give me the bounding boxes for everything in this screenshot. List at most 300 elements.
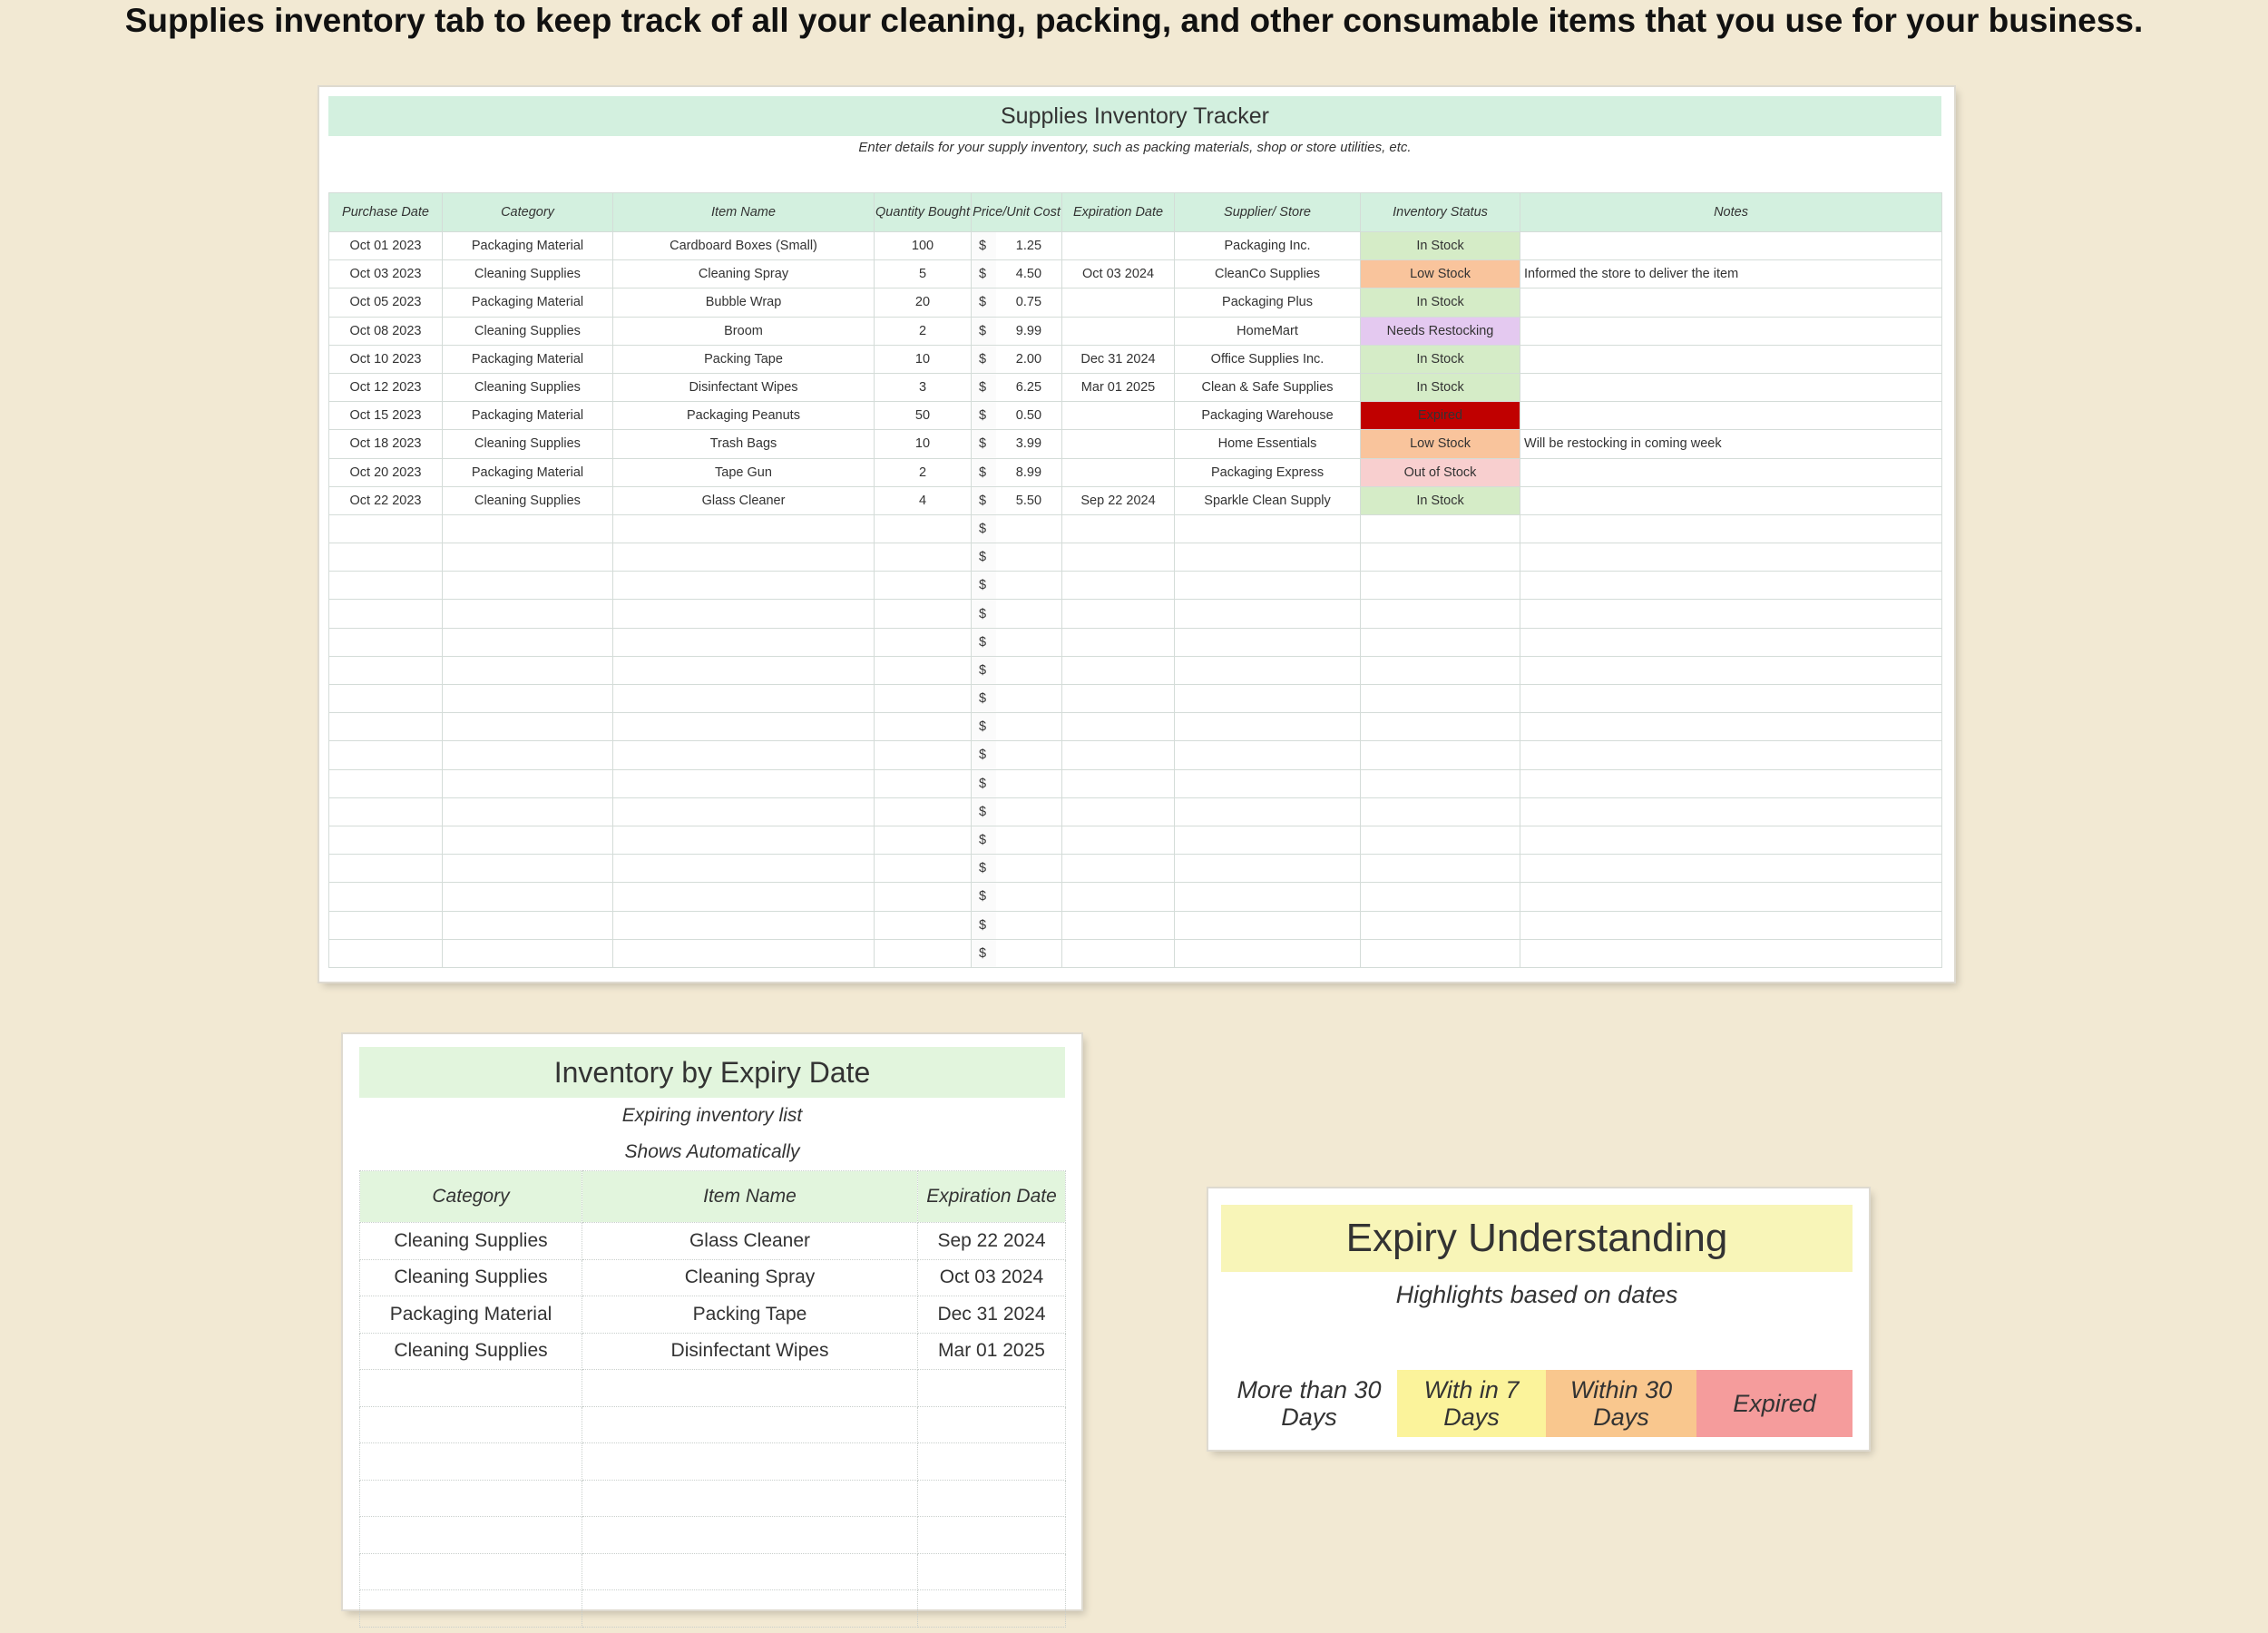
inventory-status-cell[interactable]: In Stock xyxy=(1361,232,1520,260)
empty-cell[interactable] xyxy=(329,855,443,883)
empty-cell[interactable] xyxy=(329,911,443,939)
empty-cell[interactable] xyxy=(1175,600,1361,628)
item-name-cell[interactable]: Cardboard Boxes (Small) xyxy=(613,232,875,260)
empty-cell[interactable] xyxy=(996,685,1062,713)
empty-cell[interactable] xyxy=(613,600,875,628)
purchase-date-cell[interactable]: Oct 01 2023 xyxy=(329,232,443,260)
currency-cell[interactable]: $ xyxy=(972,600,996,628)
empty-cell[interactable] xyxy=(1062,514,1175,543)
empty-cell[interactable] xyxy=(582,1406,918,1443)
header-expiration-date[interactable]: Expiration Date xyxy=(1062,193,1175,232)
supplier-cell[interactable]: Packaging Warehouse xyxy=(1175,402,1361,430)
empty-cell[interactable] xyxy=(918,1590,1066,1628)
category-cell[interactable]: Packaging Material xyxy=(443,345,613,373)
expiry-category-cell[interactable]: Cleaning Supplies xyxy=(360,1223,582,1260)
empty-cell[interactable] xyxy=(1520,769,1942,797)
price-cell[interactable]: 8.99 xyxy=(996,458,1062,486)
expiration-date-cell[interactable] xyxy=(1062,402,1175,430)
inventory-status-cell[interactable]: In Stock xyxy=(1361,345,1520,373)
empty-cell[interactable] xyxy=(443,713,613,741)
empty-cell[interactable] xyxy=(1520,939,1942,967)
empty-cell[interactable] xyxy=(582,1553,918,1590)
notes-cell[interactable] xyxy=(1520,345,1942,373)
empty-cell[interactable] xyxy=(1520,911,1942,939)
empty-cell[interactable] xyxy=(996,600,1062,628)
purchase-date-cell[interactable]: Oct 20 2023 xyxy=(329,458,443,486)
supplier-cell[interactable]: Packaging Inc. xyxy=(1175,232,1361,260)
empty-cell[interactable] xyxy=(443,656,613,684)
price-cell[interactable]: 0.75 xyxy=(996,288,1062,317)
purchase-date-cell[interactable]: Oct 22 2023 xyxy=(329,486,443,514)
empty-cell[interactable] xyxy=(1520,514,1942,543)
quantity-cell[interactable]: 3 xyxy=(875,373,972,401)
currency-cell[interactable]: $ xyxy=(972,826,996,854)
notes-cell[interactable]: Informed the store to deliver the item xyxy=(1520,260,1942,288)
empty-cell[interactable] xyxy=(329,826,443,854)
empty-cell[interactable] xyxy=(443,855,613,883)
price-cell[interactable]: 4.50 xyxy=(996,260,1062,288)
supplier-cell[interactable]: HomeMart xyxy=(1175,317,1361,345)
inventory-status-cell[interactable]: In Stock xyxy=(1361,373,1520,401)
empty-cell[interactable] xyxy=(613,741,875,769)
empty-cell[interactable] xyxy=(1361,628,1520,656)
empty-cell[interactable] xyxy=(443,911,613,939)
empty-cell[interactable] xyxy=(443,600,613,628)
empty-cell[interactable] xyxy=(443,797,613,826)
empty-cell[interactable] xyxy=(1520,628,1942,656)
expiry-category-cell[interactable]: Cleaning Supplies xyxy=(360,1259,582,1296)
supplier-cell[interactable]: Sparkle Clean Supply xyxy=(1175,486,1361,514)
empty-cell[interactable] xyxy=(1361,883,1520,911)
purchase-date-cell[interactable]: Oct 12 2023 xyxy=(329,373,443,401)
empty-cell[interactable] xyxy=(996,628,1062,656)
header-inventory-status[interactable]: Inventory Status xyxy=(1361,193,1520,232)
empty-cell[interactable] xyxy=(1062,826,1175,854)
empty-cell[interactable] xyxy=(329,514,443,543)
empty-cell[interactable] xyxy=(1175,685,1361,713)
expiration-date-cell[interactable]: Sep 22 2024 xyxy=(1062,486,1175,514)
header-quantity[interactable]: Quantity Bought xyxy=(875,193,972,232)
expiry-item-name-cell[interactable]: Glass Cleaner xyxy=(582,1223,918,1260)
currency-cell[interactable]: $ xyxy=(972,741,996,769)
currency-cell[interactable]: $ xyxy=(972,713,996,741)
empty-cell[interactable] xyxy=(996,855,1062,883)
empty-cell[interactable] xyxy=(996,543,1062,572)
empty-cell[interactable] xyxy=(613,939,875,967)
empty-cell[interactable] xyxy=(1175,656,1361,684)
empty-cell[interactable] xyxy=(613,572,875,600)
empty-cell[interactable] xyxy=(1520,685,1942,713)
empty-cell[interactable] xyxy=(1520,855,1942,883)
empty-cell[interactable] xyxy=(1361,826,1520,854)
empty-cell[interactable] xyxy=(1062,628,1175,656)
header-notes[interactable]: Notes xyxy=(1520,193,1942,232)
empty-cell[interactable] xyxy=(996,741,1062,769)
notes-cell[interactable] xyxy=(1520,288,1942,317)
inventory-status-cell[interactable]: In Stock xyxy=(1361,486,1520,514)
empty-cell[interactable] xyxy=(443,543,613,572)
empty-cell[interactable] xyxy=(443,939,613,967)
expiration-date-cell[interactable] xyxy=(1062,232,1175,260)
notes-cell[interactable] xyxy=(1520,373,1942,401)
expiration-date-cell[interactable]: Oct 03 2024 xyxy=(1062,260,1175,288)
notes-cell[interactable] xyxy=(1520,458,1942,486)
empty-cell[interactable] xyxy=(443,572,613,600)
header-purchase-date[interactable]: Purchase Date xyxy=(329,193,443,232)
empty-cell[interactable] xyxy=(918,1370,1066,1407)
category-cell[interactable]: Cleaning Supplies xyxy=(443,486,613,514)
empty-cell[interactable] xyxy=(613,797,875,826)
empty-cell[interactable] xyxy=(1175,855,1361,883)
empty-cell[interactable] xyxy=(360,1480,582,1517)
empty-cell[interactable] xyxy=(613,543,875,572)
empty-cell[interactable] xyxy=(1062,600,1175,628)
empty-cell[interactable] xyxy=(329,685,443,713)
currency-cell[interactable]: $ xyxy=(972,939,996,967)
empty-cell[interactable] xyxy=(918,1480,1066,1517)
purchase-date-cell[interactable]: Oct 18 2023 xyxy=(329,430,443,458)
empty-cell[interactable] xyxy=(582,1443,918,1481)
item-name-cell[interactable]: Broom xyxy=(613,317,875,345)
empty-cell[interactable] xyxy=(875,826,972,854)
empty-cell[interactable] xyxy=(875,685,972,713)
empty-cell[interactable] xyxy=(1361,514,1520,543)
purchase-date-cell[interactable]: Oct 10 2023 xyxy=(329,345,443,373)
empty-cell[interactable] xyxy=(613,713,875,741)
notes-cell[interactable] xyxy=(1520,402,1942,430)
empty-cell[interactable] xyxy=(329,543,443,572)
quantity-cell[interactable]: 10 xyxy=(875,430,972,458)
currency-cell[interactable]: $ xyxy=(972,486,996,514)
empty-cell[interactable] xyxy=(996,883,1062,911)
empty-cell[interactable] xyxy=(1361,769,1520,797)
inventory-status-cell[interactable]: Low Stock xyxy=(1361,260,1520,288)
currency-cell[interactable]: $ xyxy=(972,572,996,600)
currency-cell[interactable]: $ xyxy=(972,317,996,345)
quantity-cell[interactable]: 4 xyxy=(875,486,972,514)
supplier-cell[interactable]: Packaging Plus xyxy=(1175,288,1361,317)
empty-cell[interactable] xyxy=(360,1406,582,1443)
currency-cell[interactable]: $ xyxy=(972,656,996,684)
empty-cell[interactable] xyxy=(613,628,875,656)
empty-cell[interactable] xyxy=(1361,797,1520,826)
empty-cell[interactable] xyxy=(996,797,1062,826)
empty-cell[interactable] xyxy=(1520,826,1942,854)
empty-cell[interactable] xyxy=(329,939,443,967)
header-price[interactable]: Price/Unit Cost xyxy=(972,193,1062,232)
currency-cell[interactable]: $ xyxy=(972,883,996,911)
empty-cell[interactable] xyxy=(1062,741,1175,769)
expiry-header-expiration[interactable]: Expiration Date xyxy=(918,1171,1066,1223)
empty-cell[interactable] xyxy=(360,1443,582,1481)
empty-cell[interactable] xyxy=(582,1480,918,1517)
empty-cell[interactable] xyxy=(1520,741,1942,769)
empty-cell[interactable] xyxy=(329,883,443,911)
empty-cell[interactable] xyxy=(875,572,972,600)
empty-cell[interactable] xyxy=(613,826,875,854)
currency-cell[interactable]: $ xyxy=(972,402,996,430)
currency-cell[interactable]: $ xyxy=(972,911,996,939)
empty-cell[interactable] xyxy=(1361,600,1520,628)
empty-cell[interactable] xyxy=(613,911,875,939)
empty-cell[interactable] xyxy=(875,855,972,883)
empty-cell[interactable] xyxy=(1361,572,1520,600)
purchase-date-cell[interactable]: Oct 03 2023 xyxy=(329,260,443,288)
empty-cell[interactable] xyxy=(996,514,1062,543)
expiration-date-cell[interactable]: Mar 01 2025 xyxy=(1062,373,1175,401)
empty-cell[interactable] xyxy=(613,685,875,713)
empty-cell[interactable] xyxy=(360,1370,582,1407)
empty-cell[interactable] xyxy=(1361,855,1520,883)
empty-cell[interactable] xyxy=(1361,741,1520,769)
inventory-status-cell[interactable]: Low Stock xyxy=(1361,430,1520,458)
empty-cell[interactable] xyxy=(1062,713,1175,741)
inventory-status-cell[interactable]: In Stock xyxy=(1361,288,1520,317)
quantity-cell[interactable]: 2 xyxy=(875,317,972,345)
empty-cell[interactable] xyxy=(1175,883,1361,911)
empty-cell[interactable] xyxy=(918,1443,1066,1481)
header-category[interactable]: Category xyxy=(443,193,613,232)
currency-cell[interactable]: $ xyxy=(972,458,996,486)
empty-cell[interactable] xyxy=(1175,911,1361,939)
currency-cell[interactable]: $ xyxy=(972,685,996,713)
empty-cell[interactable] xyxy=(360,1553,582,1590)
purchase-date-cell[interactable]: Oct 15 2023 xyxy=(329,402,443,430)
quantity-cell[interactable]: 20 xyxy=(875,288,972,317)
price-cell[interactable]: 5.50 xyxy=(996,486,1062,514)
empty-cell[interactable] xyxy=(613,514,875,543)
price-cell[interactable]: 2.00 xyxy=(996,345,1062,373)
expiry-item-name-cell[interactable]: Disinfectant Wipes xyxy=(582,1333,918,1370)
currency-cell[interactable]: $ xyxy=(972,543,996,572)
currency-cell[interactable]: $ xyxy=(972,430,996,458)
empty-cell[interactable] xyxy=(1062,656,1175,684)
empty-cell[interactable] xyxy=(329,713,443,741)
empty-cell[interactable] xyxy=(1175,769,1361,797)
notes-cell[interactable] xyxy=(1520,317,1942,345)
empty-cell[interactable] xyxy=(875,600,972,628)
inventory-status-cell[interactable]: Expired xyxy=(1361,402,1520,430)
quantity-cell[interactable]: 50 xyxy=(875,402,972,430)
empty-cell[interactable] xyxy=(329,769,443,797)
inventory-status-cell[interactable]: Needs Restocking xyxy=(1361,317,1520,345)
price-cell[interactable]: 6.25 xyxy=(996,373,1062,401)
empty-cell[interactable] xyxy=(582,1370,918,1407)
category-cell[interactable]: Cleaning Supplies xyxy=(443,430,613,458)
item-name-cell[interactable]: Bubble Wrap xyxy=(613,288,875,317)
price-cell[interactable]: 0.50 xyxy=(996,402,1062,430)
empty-cell[interactable] xyxy=(1520,713,1942,741)
category-cell[interactable]: Cleaning Supplies xyxy=(443,260,613,288)
currency-cell[interactable]: $ xyxy=(972,769,996,797)
empty-cell[interactable] xyxy=(360,1517,582,1554)
empty-cell[interactable] xyxy=(1361,713,1520,741)
expiration-date-cell[interactable]: Dec 31 2024 xyxy=(1062,345,1175,373)
empty-cell[interactable] xyxy=(1062,769,1175,797)
empty-cell[interactable] xyxy=(443,514,613,543)
notes-cell[interactable] xyxy=(1520,232,1942,260)
category-cell[interactable]: Packaging Material xyxy=(443,232,613,260)
notes-cell[interactable] xyxy=(1520,486,1942,514)
empty-cell[interactable] xyxy=(1361,685,1520,713)
quantity-cell[interactable]: 2 xyxy=(875,458,972,486)
empty-cell[interactable] xyxy=(1175,939,1361,967)
item-name-cell[interactable]: Cleaning Spray xyxy=(613,260,875,288)
empty-cell[interactable] xyxy=(613,883,875,911)
currency-cell[interactable]: $ xyxy=(972,232,996,260)
currency-cell[interactable]: $ xyxy=(972,855,996,883)
empty-cell[interactable] xyxy=(875,628,972,656)
empty-cell[interactable] xyxy=(918,1406,1066,1443)
supplier-cell[interactable]: Packaging Express xyxy=(1175,458,1361,486)
empty-cell[interactable] xyxy=(1361,939,1520,967)
empty-cell[interactable] xyxy=(613,769,875,797)
empty-cell[interactable] xyxy=(329,572,443,600)
empty-cell[interactable] xyxy=(1361,543,1520,572)
empty-cell[interactable] xyxy=(329,656,443,684)
quantity-cell[interactable]: 100 xyxy=(875,232,972,260)
currency-cell[interactable]: $ xyxy=(972,514,996,543)
empty-cell[interactable] xyxy=(996,713,1062,741)
supplier-cell[interactable]: Office Supplies Inc. xyxy=(1175,345,1361,373)
empty-cell[interactable] xyxy=(1361,911,1520,939)
empty-cell[interactable] xyxy=(329,628,443,656)
empty-cell[interactable] xyxy=(875,741,972,769)
empty-cell[interactable] xyxy=(1361,656,1520,684)
supplier-cell[interactable]: Home Essentials xyxy=(1175,430,1361,458)
category-cell[interactable]: Packaging Material xyxy=(443,288,613,317)
expiry-item-name-cell[interactable]: Cleaning Spray xyxy=(582,1259,918,1296)
notes-cell[interactable]: Will be restocking in coming week xyxy=(1520,430,1942,458)
currency-cell[interactable]: $ xyxy=(972,373,996,401)
item-name-cell[interactable]: Trash Bags xyxy=(613,430,875,458)
purchase-date-cell[interactable]: Oct 08 2023 xyxy=(329,317,443,345)
empty-cell[interactable] xyxy=(443,741,613,769)
empty-cell[interactable] xyxy=(443,769,613,797)
empty-cell[interactable] xyxy=(613,656,875,684)
empty-cell[interactable] xyxy=(329,600,443,628)
item-name-cell[interactable]: Tape Gun xyxy=(613,458,875,486)
item-name-cell[interactable]: Glass Cleaner xyxy=(613,486,875,514)
category-cell[interactable]: Cleaning Supplies xyxy=(443,373,613,401)
empty-cell[interactable] xyxy=(875,769,972,797)
expiry-category-cell[interactable]: Packaging Material xyxy=(360,1296,582,1334)
category-cell[interactable]: Packaging Material xyxy=(443,402,613,430)
price-cell[interactable]: 1.25 xyxy=(996,232,1062,260)
purchase-date-cell[interactable]: Oct 05 2023 xyxy=(329,288,443,317)
empty-cell[interactable] xyxy=(1175,543,1361,572)
empty-cell[interactable] xyxy=(443,628,613,656)
empty-cell[interactable] xyxy=(1520,600,1942,628)
empty-cell[interactable] xyxy=(1175,797,1361,826)
expiry-category-cell[interactable]: Cleaning Supplies xyxy=(360,1333,582,1370)
empty-cell[interactable] xyxy=(875,514,972,543)
empty-cell[interactable] xyxy=(996,572,1062,600)
empty-cell[interactable] xyxy=(996,826,1062,854)
header-supplier[interactable]: Supplier/ Store xyxy=(1175,193,1361,232)
empty-cell[interactable] xyxy=(1062,572,1175,600)
empty-cell[interactable] xyxy=(1062,911,1175,939)
expiry-date-cell[interactable]: Oct 03 2024 xyxy=(918,1259,1066,1296)
currency-cell[interactable]: $ xyxy=(972,288,996,317)
price-cell[interactable]: 3.99 xyxy=(996,430,1062,458)
supplier-cell[interactable]: Clean & Safe Supplies xyxy=(1175,373,1361,401)
quantity-cell[interactable]: 10 xyxy=(875,345,972,373)
empty-cell[interactable] xyxy=(875,713,972,741)
empty-cell[interactable] xyxy=(613,855,875,883)
item-name-cell[interactable]: Packaging Peanuts xyxy=(613,402,875,430)
empty-cell[interactable] xyxy=(875,543,972,572)
empty-cell[interactable] xyxy=(996,769,1062,797)
category-cell[interactable]: Cleaning Supplies xyxy=(443,317,613,345)
empty-cell[interactable] xyxy=(443,826,613,854)
empty-cell[interactable] xyxy=(1062,855,1175,883)
empty-cell[interactable] xyxy=(1520,797,1942,826)
empty-cell[interactable] xyxy=(329,797,443,826)
empty-cell[interactable] xyxy=(1175,514,1361,543)
expiration-date-cell[interactable] xyxy=(1062,430,1175,458)
empty-cell[interactable] xyxy=(918,1517,1066,1554)
item-name-cell[interactable]: Disinfectant Wipes xyxy=(613,373,875,401)
empty-cell[interactable] xyxy=(875,797,972,826)
expiration-date-cell[interactable] xyxy=(1062,288,1175,317)
empty-cell[interactable] xyxy=(875,656,972,684)
expiry-date-cell[interactable]: Sep 22 2024 xyxy=(918,1223,1066,1260)
empty-cell[interactable] xyxy=(875,939,972,967)
empty-cell[interactable] xyxy=(1520,656,1942,684)
empty-cell[interactable] xyxy=(875,883,972,911)
empty-cell[interactable] xyxy=(1062,797,1175,826)
empty-cell[interactable] xyxy=(1062,939,1175,967)
empty-cell[interactable] xyxy=(329,741,443,769)
empty-cell[interactable] xyxy=(1520,572,1942,600)
currency-cell[interactable]: $ xyxy=(972,628,996,656)
empty-cell[interactable] xyxy=(1175,713,1361,741)
header-item-name[interactable]: Item Name xyxy=(613,193,875,232)
empty-cell[interactable] xyxy=(443,883,613,911)
expiry-date-cell[interactable]: Mar 01 2025 xyxy=(918,1333,1066,1370)
empty-cell[interactable] xyxy=(1062,685,1175,713)
item-name-cell[interactable]: Packing Tape xyxy=(613,345,875,373)
expiration-date-cell[interactable] xyxy=(1062,458,1175,486)
empty-cell[interactable] xyxy=(996,656,1062,684)
currency-cell[interactable]: $ xyxy=(972,260,996,288)
inventory-status-cell[interactable]: Out of Stock xyxy=(1361,458,1520,486)
empty-cell[interactable] xyxy=(875,911,972,939)
empty-cell[interactable] xyxy=(443,685,613,713)
empty-cell[interactable] xyxy=(996,939,1062,967)
currency-cell[interactable]: $ xyxy=(972,345,996,373)
empty-cell[interactable] xyxy=(996,911,1062,939)
empty-cell[interactable] xyxy=(1520,883,1942,911)
empty-cell[interactable] xyxy=(1175,628,1361,656)
supplier-cell[interactable]: CleanCo Supplies xyxy=(1175,260,1361,288)
expiry-date-cell[interactable]: Dec 31 2024 xyxy=(918,1296,1066,1334)
empty-cell[interactable] xyxy=(1062,883,1175,911)
expiry-header-category[interactable]: Category xyxy=(360,1171,582,1223)
empty-cell[interactable] xyxy=(1175,826,1361,854)
category-cell[interactable]: Packaging Material xyxy=(443,458,613,486)
expiration-date-cell[interactable] xyxy=(1062,317,1175,345)
empty-cell[interactable] xyxy=(582,1517,918,1554)
expiry-header-item-name[interactable]: Item Name xyxy=(582,1171,918,1223)
empty-cell[interactable] xyxy=(360,1590,582,1628)
empty-cell[interactable] xyxy=(918,1553,1066,1590)
empty-cell[interactable] xyxy=(1520,543,1942,572)
empty-cell[interactable] xyxy=(582,1590,918,1628)
price-cell[interactable]: 9.99 xyxy=(996,317,1062,345)
quantity-cell[interactable]: 5 xyxy=(875,260,972,288)
